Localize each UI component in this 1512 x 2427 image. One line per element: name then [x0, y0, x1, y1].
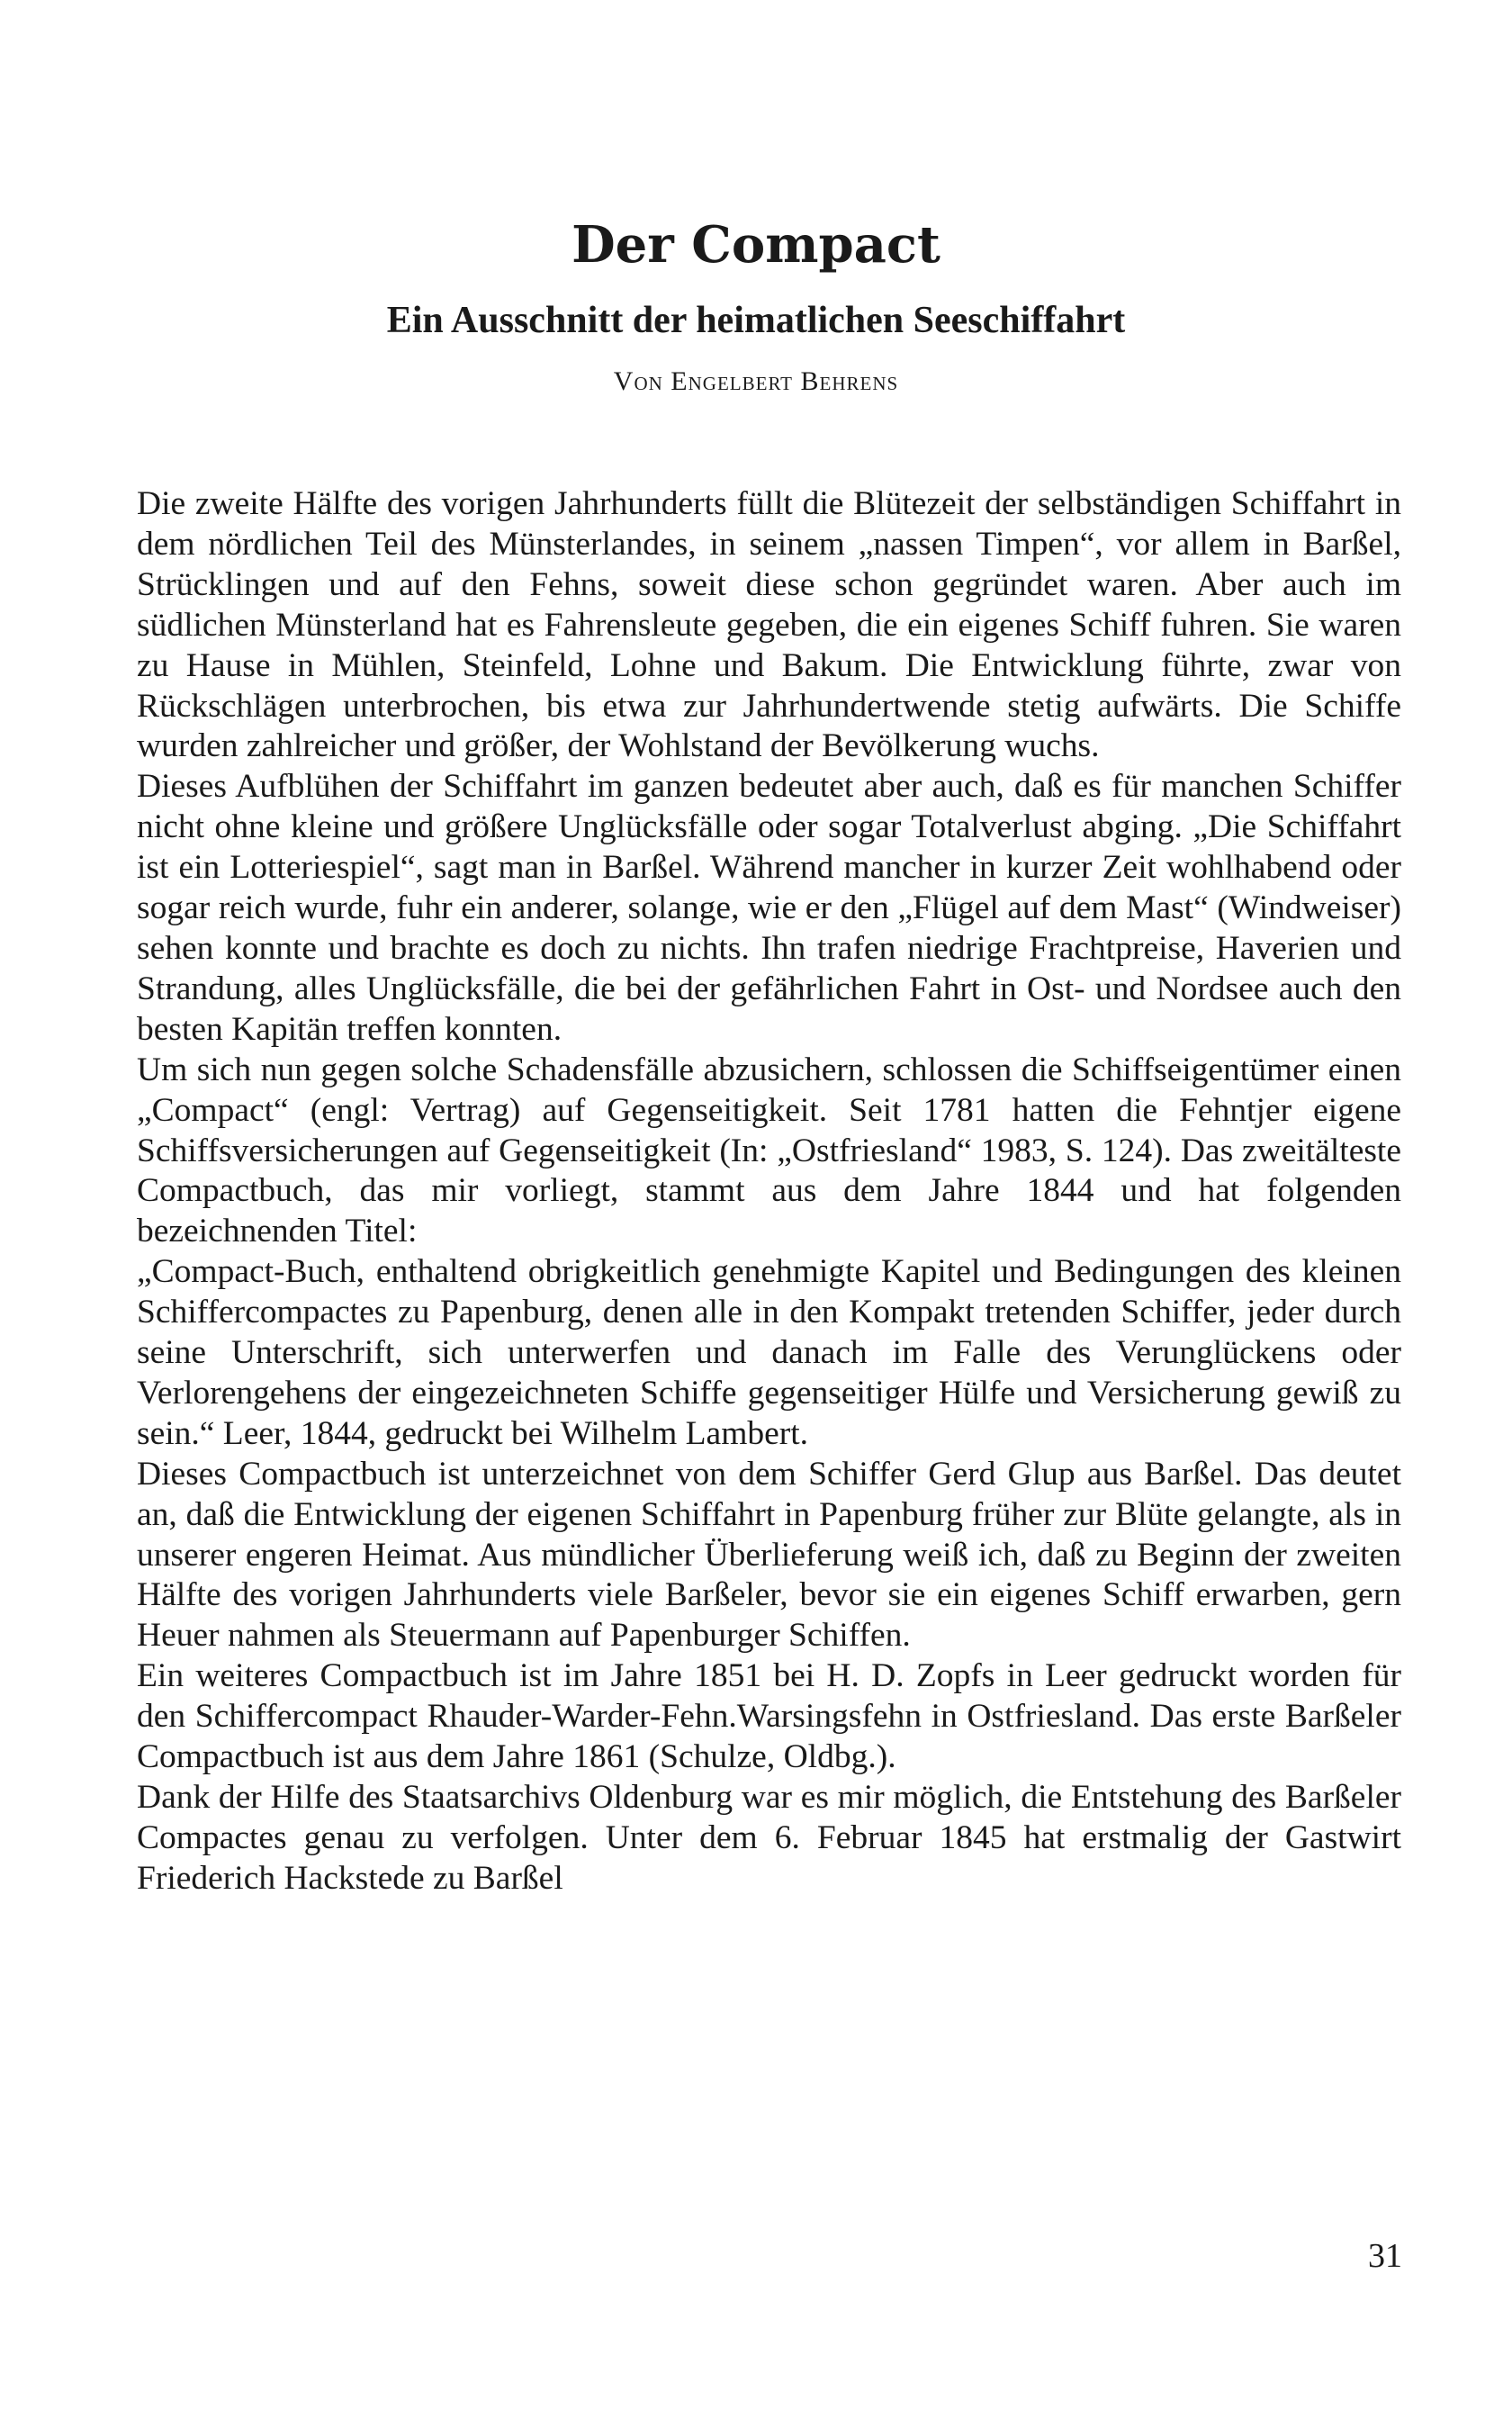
article-subtitle: Ein Ausschnitt der heimatlichen Seeschiffahrt: [386, 300, 1126, 341]
paragraph-2: Dieses Aufblühen der Schiffahrt im ganzen bedeutet aber auch, daß es für manchen Schiffer nicht ohne kleine und größere Unglücksfälle oder sogar Totalverlust abging. „Die Schiffahrt ist ein Lotteriespiel“, sagt man in Barßel. Während mancher in kurzer Zeit wohlhabend oder sogar reich wurde, fuhr ein anderer, solange, wie er den „Flügel auf dem Mast“ (Windweiser) sehen konnte und brachte es doch zu nichts. Ihn trafen niedrige Frachtpreise, Haverien und Strandung, alles Unglücksfälle, die bei der gefährlichen Fahrt in Ost- und Nordsee auch den besten Kapitän treffen konnten.: [137, 768, 1401, 1048]
paragraph-4-quote: „Compact-Buch, enthaltend obrigkeitlich genehmigte Kapitel und Bedingungen des kleinen Schiffercompactes zu Papenburg, denen alle in den Kompakt tretenden Schiffer, jeder durch seine Unterschrift, sich unterwerfen und danach im Falle des Verunglückens oder Verlorengehens der eingezeichneten Schiffe gegenseitiger Hülfe und Versicherung gewiß zu sein.“ Leer, 1844, gedruckt bei Wilhelm Lambert.: [137, 1253, 1401, 1452]
article-title: Der Compact: [572, 215, 940, 275]
article-body: [137, 484, 1401, 1899]
paragraph-6: Ein weiteres Compactbuch ist im Jahre 1851 bei H. D. Zopfs in Leer gedruckt worden für den Schiffercompact Rhauder-Warder-Fehn.Warsingsfehn in Ostfriesland. Das erste Barßeler Compactbuch ist aus dem Jahre 1861 (Schulze, Oldbg.).: [137, 1657, 1401, 1776]
paragraph-7: Dank der Hilfe des Staatsarchivs Oldenburg war es mir möglich, die Entstehung des Barßeler Compactes genau zu verfolgen. Unter dem 6. Februar 1845 hat erstmalig der Gastwirt Friederich Hackstede zu Barßel: [137, 1779, 1401, 1897]
paragraph-3: Um sich nun gegen solche Schadensfälle abzusichern, schlossen die Schiffseigentümer einen „Compact“ (engl: Vertrag) auf Gegenseitigkeit. Seit 1781 hatten die Fehntjer eigene Schiffsversicherungen auf Gegenseitigkeit (In: „Ostfriesland“ 1983, S. 124). Das zweitälteste Compactbuch, das mir vorliegt, stammt aus dem Jahre 1844 und hat folgenden bezeichnenden Titel:: [137, 1051, 1401, 1250]
article-author: Von Engelbert Behrens: [613, 366, 899, 396]
paragraph-5: Dieses Compactbuch ist unterzeichnet von dem Schiffer Gerd Glup aus Barßel. Das deutet an, daß die Entwicklung der eigenen Schiffahrt in Papenburg früher zur Blüte gelangte, als in unserer engeren Heimat. Aus mündlicher Überlieferung weiß ich, daß zu Beginn der zweiten Hälfte des vorigen Jahrhunderts viele Barßeler, bevor sie ein eigenes Schiff erwarben, gern Heuer nahmen als Steuermann auf Papenburger Schiffen.: [137, 1455, 1401, 1655]
page-number: 31: [1368, 2237, 1402, 2275]
paragraph-1: Die zweite Hälfte des vorigen Jahrhunderts füllt die Blütezeit der selbständigen Schiffahrt in dem nördlichen Teil des Münsterlandes, in seinem „nassen Timpen“, vor allem in Barßel, Strücklingen und auf den Fehns, soweit diese schon gegründet waren. Aber auch im südlichen Münsterland hat es Fahrensleute gegeben, die ein eigenes Schiff fuhren. Sie waren zu Hause in Mühlen, Steinfeld, Lohne und Bakum. Die Entwicklung führte, zwar von Rückschlägen unterbrochen, bis etwa zur Jahrhundertwende stetig aufwärts. Die Schiffe wurden zahlreicher und größer, der Wohlstand der Bevölkerung wuchs.: [137, 485, 1401, 765]
